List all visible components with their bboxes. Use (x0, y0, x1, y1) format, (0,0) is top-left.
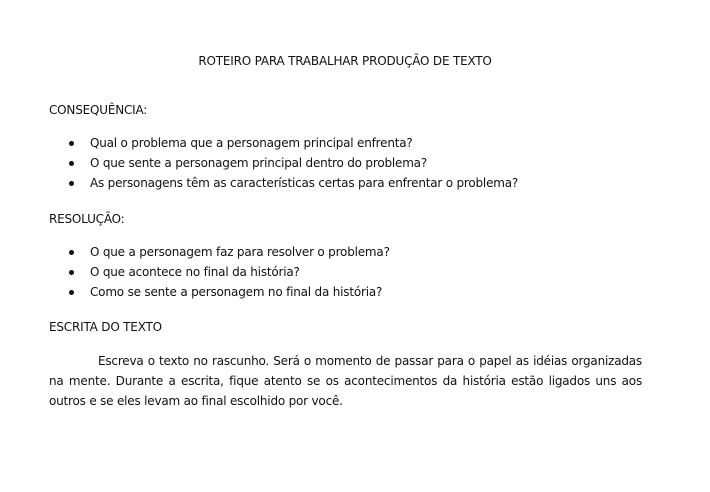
section-heading-resolucao: RESOLUÇÃO: (49, 212, 125, 226)
consequencia-question-list (49, 134, 518, 194)
list-item (49, 243, 390, 263)
list-item-text: O que sente a personagem principal dentro do problema? (90, 156, 428, 170)
section-heading-escrita: ESCRITA DO TEXTO (49, 320, 162, 334)
list-item-text: Como se sente a personagem no final da história? (90, 285, 383, 299)
bullet-icon (69, 161, 74, 166)
list-item (49, 283, 390, 303)
list-item (49, 174, 518, 194)
list-item-text: O que acontece no final da história? (90, 265, 300, 279)
bullet-icon (69, 290, 74, 295)
list-item (49, 134, 518, 154)
resolucao-question-list (49, 243, 390, 303)
document-title: ROTEIRO PARA TRABALHAR PRODUÇÃO DE TEXTO (198, 54, 492, 68)
list-item (49, 154, 518, 174)
list-item-text: As personagens têm as características certas para enfrentar o problema? (90, 176, 519, 190)
bullet-icon (69, 270, 74, 275)
section-heading-consequencia: CONSEQUÊNCIA: (49, 103, 148, 117)
bullet-icon (69, 181, 74, 186)
bullet-icon (69, 250, 74, 255)
list-item-text: Qual o problema que a personagem principal enfrenta? (90, 136, 413, 150)
list-item (49, 263, 390, 283)
list-item-text: O que a personagem faz para resolver o problema? (90, 245, 390, 259)
bullet-icon (69, 141, 74, 146)
escrita-paragraph: Escreva o texto no rascunho. Será o momento de passar para o papel as idéias organizadas na mente. Durante a escrita, fique atento se os acontecimentos da história estão ligados uns aos outros e se eles levam ao final escolhido por você. (49, 354, 642, 408)
